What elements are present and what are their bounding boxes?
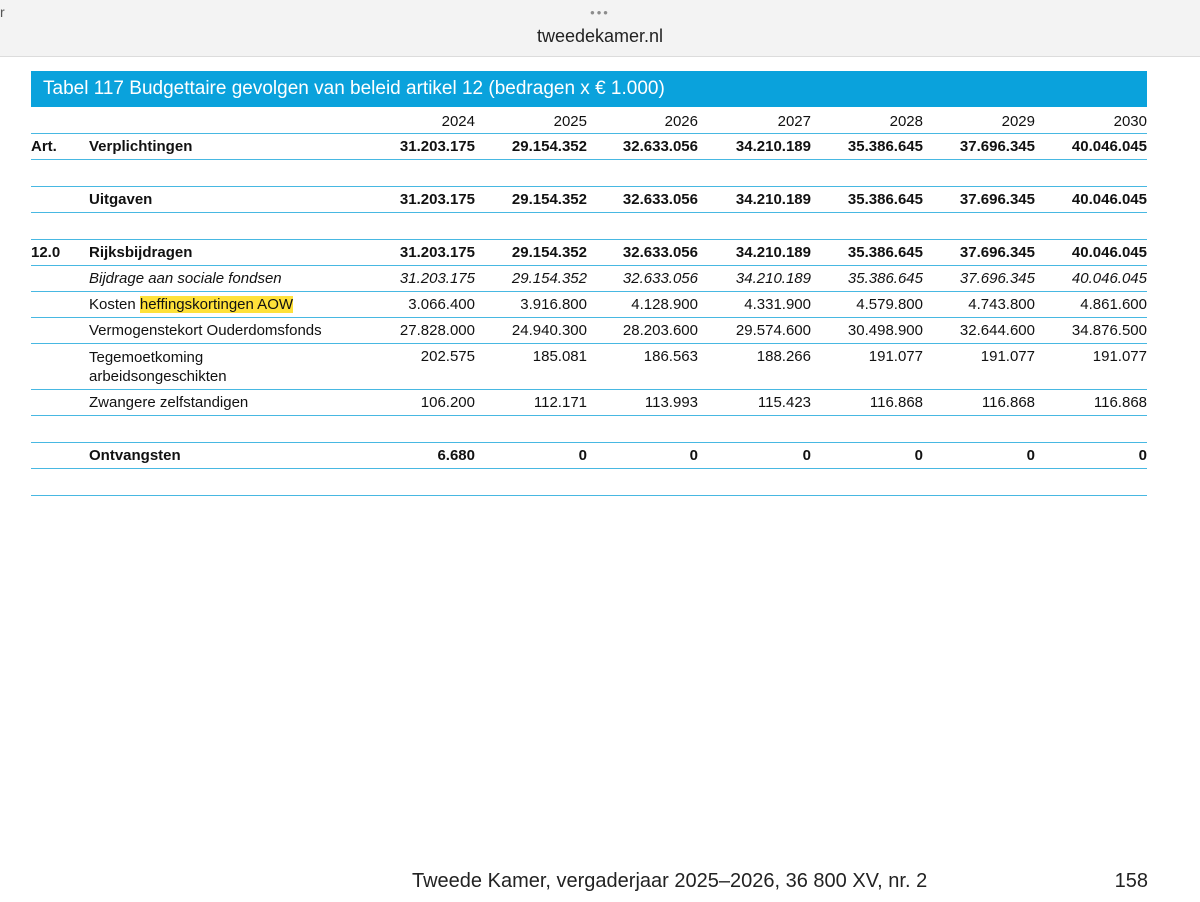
cell-value: 115.423 — [698, 389, 811, 415]
spacer-row — [31, 212, 1147, 239]
row-label: Ontvangsten — [89, 442, 366, 468]
cell-value: 29.154.352 — [475, 265, 587, 291]
url-text[interactable]: tweedekamer.nl — [536, 26, 664, 46]
cell-value: 191.077 — [923, 343, 1035, 389]
budget-table — [31, 107, 1147, 496]
cell-value: 29.154.352 — [475, 239, 587, 265]
row-ontvangsten — [31, 442, 1147, 468]
row-label: Uitgaven — [89, 186, 366, 212]
cell-value: 6.680 — [366, 442, 475, 468]
page-number: 158 — [1114, 870, 1148, 892]
row-label-line: Tegemoetkoming — [89, 348, 204, 366]
cell-value: 116.868 — [1035, 389, 1147, 415]
cell-value: 4.743.800 — [923, 291, 1035, 317]
cell-value: 0 — [587, 442, 698, 468]
browser-address-bar — [0, 0, 1200, 57]
year-header: 2028 — [811, 107, 923, 133]
year-header: 2025 — [475, 107, 587, 133]
cell-value: 32.633.056 — [587, 265, 698, 291]
cell-value: 30.498.900 — [811, 317, 923, 343]
row-vermogenstekort — [31, 317, 1147, 343]
cell-value: 40.046.045 — [1035, 239, 1147, 265]
cell-value: 29.574.600 — [698, 317, 811, 343]
year-header-row — [31, 107, 1147, 133]
table-title: Tabel 117 Budgettaire gevolgen van beleid artikel 12 (bedragen x € 1.000) — [31, 71, 1147, 107]
tab-menu-dots-icon[interactable]: ••• — [590, 5, 610, 20]
cell-value: 29.154.352 — [475, 133, 587, 159]
cell-value: 32.644.600 — [923, 317, 1035, 343]
cell-value: 0 — [1035, 442, 1147, 468]
cell-value: 185.081 — [475, 343, 587, 389]
row-label — [89, 291, 366, 317]
spacer-row — [31, 415, 1147, 442]
year-header: 2027 — [698, 107, 811, 133]
year-header: 2026 — [587, 107, 698, 133]
cell-value: 31.203.175 — [366, 239, 475, 265]
cell-value: 34.210.189 — [698, 239, 811, 265]
cell-value: 186.563 — [587, 343, 698, 389]
edge-character: r — [0, 4, 5, 20]
cell-value: 35.386.645 — [811, 186, 923, 212]
cell-value: 4.331.900 — [698, 291, 811, 317]
row-label: Vermogenstekort Ouderdomsfonds — [89, 317, 366, 343]
spacer-row — [31, 468, 1147, 495]
article-number: 12.0 — [31, 239, 89, 265]
row-bijdrage-sociale-fondsen — [31, 265, 1147, 291]
cell-value: 106.200 — [366, 389, 475, 415]
header-art — [31, 107, 89, 133]
cell-value: 0 — [475, 442, 587, 468]
row-kosten-heffingskortingen — [31, 291, 1147, 317]
cell-value: 32.633.056 — [587, 239, 698, 265]
cell-value: 0 — [698, 442, 811, 468]
row-label-prefix: Kosten — [89, 295, 140, 313]
cell-value: 34.210.189 — [698, 133, 811, 159]
row-label: Bijdrage aan sociale fondsen — [89, 265, 366, 291]
cell-value: 0 — [923, 442, 1035, 468]
cell-value: 202.575 — [366, 343, 475, 389]
cell-value: 37.696.345 — [923, 265, 1035, 291]
cell-value: 32.633.056 — [587, 186, 698, 212]
cell-value: 29.154.352 — [475, 186, 587, 212]
row-rijksbijdragen — [31, 239, 1147, 265]
cell-value: 3.916.800 — [475, 291, 587, 317]
cell-value: 4.579.800 — [811, 291, 923, 317]
cell-value: 35.386.645 — [811, 239, 923, 265]
cell-value: 31.203.175 — [366, 133, 475, 159]
cell-value: 4.128.900 — [587, 291, 698, 317]
cell-value: 112.171 — [475, 389, 587, 415]
cell-value: 40.046.045 — [1035, 133, 1147, 159]
year-header: 2030 — [1035, 107, 1147, 133]
cell-value: 113.993 — [587, 389, 698, 415]
row-verplichtingen — [31, 133, 1147, 159]
year-header: 2024 — [366, 107, 475, 133]
cell-value: 3.066.400 — [366, 291, 475, 317]
cell-value: 188.266 — [698, 343, 811, 389]
cell-value: 37.696.345 — [923, 239, 1035, 265]
cell-value: 37.696.345 — [923, 186, 1035, 212]
cell-value: 34.876.500 — [1035, 317, 1147, 343]
row-zwangere-zelfstandigen — [31, 389, 1147, 415]
cell-value: 24.940.300 — [475, 317, 587, 343]
row-label — [89, 343, 366, 389]
cell-value: 4.861.600 — [1035, 291, 1147, 317]
row-label: Zwangere zelfstandigen — [89, 389, 366, 415]
cell-value: 40.046.045 — [1035, 186, 1147, 212]
cell-value: 35.386.645 — [811, 133, 923, 159]
article-number: Art. — [31, 133, 89, 159]
row-tegemoetkoming — [31, 343, 1147, 389]
cell-value: 40.046.045 — [1035, 265, 1147, 291]
cell-value: 35.386.645 — [811, 265, 923, 291]
row-label: Rijksbijdragen — [89, 239, 366, 265]
highlighted-text: heffingskortingen AOW — [139, 295, 294, 313]
cell-value: 32.633.056 — [587, 133, 698, 159]
header-label — [89, 107, 366, 133]
cell-value: 31.203.175 — [366, 186, 475, 212]
cell-value: 31.203.175 — [366, 265, 475, 291]
row-uitgaven — [31, 186, 1147, 212]
cell-value: 27.828.000 — [366, 317, 475, 343]
cell-value: 191.077 — [1035, 343, 1147, 389]
cell-value: 116.868 — [923, 389, 1035, 415]
cell-value: 34.210.189 — [698, 186, 811, 212]
spacer-row — [31, 159, 1147, 186]
cell-value: 0 — [811, 442, 923, 468]
cell-value: 28.203.600 — [587, 317, 698, 343]
row-label-line: arbeidsongeschikten — [89, 367, 227, 385]
row-label: Verplichtingen — [89, 133, 366, 159]
year-header: 2029 — [923, 107, 1035, 133]
cell-value: 34.210.189 — [698, 265, 811, 291]
document-footer: Tweede Kamer, vergaderjaar 2025–2026, 36 800 XV, nr. 2 — [412, 870, 928, 892]
cell-value: 37.696.345 — [923, 133, 1035, 159]
cell-value: 191.077 — [811, 343, 923, 389]
cell-value: 116.868 — [811, 389, 923, 415]
